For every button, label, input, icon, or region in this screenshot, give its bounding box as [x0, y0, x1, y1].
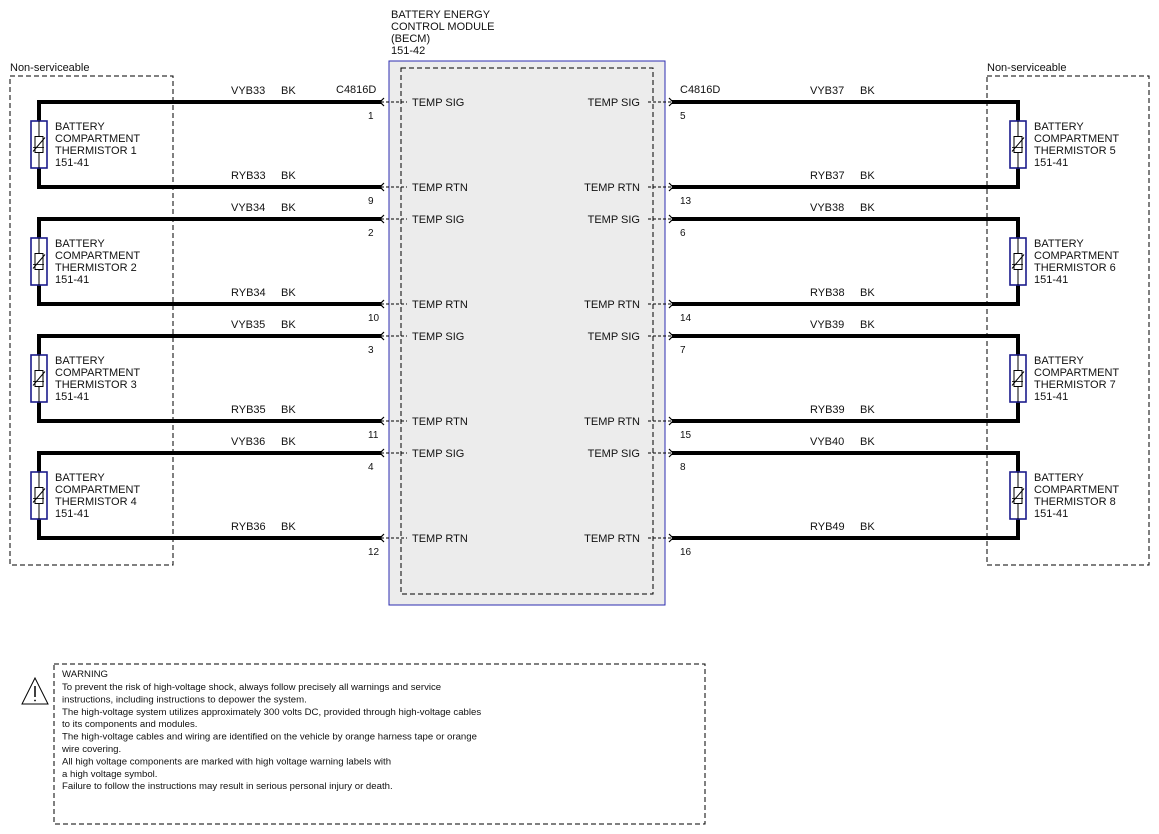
- non-serviceable-label-right: Non-serviceable: [987, 62, 1067, 74]
- warning-text: [61, 682, 481, 792]
- thermistor-label: THERMISTOR 8: [1034, 496, 1116, 508]
- wire-id-sig: VYB38: [810, 202, 845, 214]
- wire-color-rtn: BK: [281, 521, 296, 533]
- pin-number-rtn: 15: [680, 430, 692, 441]
- warning-line: To prevent the risk of high-voltage shock, always follow precisely all warnings and service: [62, 682, 442, 693]
- thermistor-icon: [1010, 472, 1026, 519]
- non-serviceable-label-left: Non-serviceable: [10, 62, 90, 74]
- wire-id-sig: VYB37: [810, 85, 845, 97]
- pin-number-rtn: 13: [680, 196, 692, 207]
- wire-id-rtn: RYB49: [810, 521, 845, 533]
- thermistor-ref: 151-41: [1034, 508, 1069, 520]
- wire-id-rtn: RYB38: [810, 287, 845, 299]
- warning-line: a high voltage symbol.: [62, 768, 158, 780]
- warning-line: The high-voltage cables and wiring are identified on the vehicle by orange harness tape or orange: [62, 731, 477, 743]
- module-pin-label-rtn: TEMP RTN: [412, 182, 468, 194]
- pin-number-sig: 2: [368, 228, 374, 239]
- pin-number-rtn: 12: [368, 547, 380, 558]
- thermistor-label: THERMISTOR 7: [1034, 379, 1116, 391]
- wire-id-sig: VYB33: [231, 85, 266, 97]
- warning-line: wire covering.: [62, 744, 122, 755]
- wire-id-sig: VYB40: [810, 436, 845, 448]
- wire-color-rtn: BK: [281, 287, 296, 299]
- module-pin-label-sig: TEMP SIG: [412, 448, 465, 460]
- wire-color-sig: BK: [281, 202, 296, 214]
- becm-title-line: BATTERY ENERGY: [391, 9, 491, 21]
- thermistor-icon: [31, 238, 47, 285]
- thermistor-label: THERMISTOR 6: [1034, 262, 1116, 274]
- thermistor-icon: [1010, 121, 1026, 168]
- pin-number-sig: 8: [680, 462, 686, 473]
- module-pin-label-rtn: TEMP RTN: [584, 416, 640, 428]
- wire-harness: [672, 219, 1018, 304]
- warning-line: Failure to follow the instructions may result in serious personal injury or death.: [62, 781, 393, 793]
- wire-color-sig: BK: [860, 319, 875, 331]
- thermistor-label: THERMISTOR 4: [55, 496, 137, 508]
- warning-line: to its components and modules.: [62, 719, 198, 731]
- thermistor-icon: [31, 355, 47, 402]
- thermistor-icon: [1010, 355, 1026, 402]
- connector-label-left: C4816D: [336, 84, 377, 96]
- thermistor-icon: [31, 121, 47, 168]
- becm-title-line: CONTROL MODULE: [391, 21, 495, 33]
- module-pin-label-rtn: TEMP RTN: [412, 299, 468, 311]
- thermistor-ref: 151-41: [55, 274, 90, 286]
- wire-id-rtn: RYB37: [810, 170, 845, 182]
- becm-title-line: 151-42: [391, 45, 426, 57]
- thermistor-name: BATTERY: [55, 121, 105, 133]
- module-pin-label-rtn: TEMP RTN: [412, 416, 468, 428]
- thermistor-name: COMPARTMENT: [1034, 250, 1120, 262]
- thermistor-name: BATTERY: [55, 472, 105, 484]
- wire-id-sig: VYB35: [231, 319, 266, 331]
- connector-label-right: C4816D: [680, 84, 721, 96]
- pin-number-sig: 7: [680, 345, 686, 356]
- thermistor-label: THERMISTOR 1: [55, 145, 137, 157]
- thermistor-ref: 151-41: [55, 157, 90, 169]
- wire-color-sig: BK: [281, 319, 296, 331]
- thermistor-ref: 151-41: [1034, 391, 1069, 403]
- module-pin-label-sig: TEMP SIG: [412, 214, 465, 226]
- wire-color-sig: BK: [281, 85, 296, 97]
- module-pin-label-sig: TEMP SIG: [587, 214, 640, 226]
- warning-line: The high-voltage system utilizes approximately 300 volts DC, provided through high-voltage cables: [62, 706, 482, 718]
- wire-color-rtn: BK: [860, 404, 875, 416]
- thermistor-name: BATTERY: [1034, 121, 1084, 133]
- wire-id-rtn: RYB35: [231, 404, 266, 416]
- thermistor-name: COMPARTMENT: [1034, 133, 1120, 145]
- wire-harness: [672, 453, 1018, 538]
- pin-number-rtn: 9: [368, 196, 374, 207]
- module-pin-label-sig: TEMP SIG: [587, 97, 640, 109]
- module-pin-label-rtn: TEMP RTN: [584, 299, 640, 311]
- thermistor-label: THERMISTOR 2: [55, 262, 137, 274]
- wire-color-rtn: BK: [281, 404, 296, 416]
- wire-id-rtn: RYB33: [231, 170, 266, 182]
- thermistor-name: COMPARTMENT: [1034, 367, 1120, 379]
- thermistor-ref: 151-41: [1034, 157, 1069, 169]
- wire-id-rtn: RYB34: [231, 287, 266, 299]
- module-pin-label-sig: TEMP SIG: [587, 448, 640, 460]
- wire-color-rtn: BK: [281, 170, 296, 182]
- module-pin-label-sig: TEMP SIG: [412, 331, 465, 343]
- warning-line: instructions, including instructions to depower the system.: [62, 694, 307, 706]
- wire-id-rtn: RYB39: [810, 404, 845, 416]
- thermistor-name: BATTERY: [1034, 238, 1084, 250]
- pin-number-sig: 3: [368, 345, 374, 356]
- thermistor-ref: 151-41: [55, 391, 90, 403]
- thermistor-name: BATTERY: [1034, 355, 1084, 367]
- becm-title: [391, 9, 495, 57]
- module-pin-label-rtn: TEMP RTN: [584, 182, 640, 194]
- thermistor-name: COMPARTMENT: [1034, 484, 1120, 496]
- module-pin-label-sig: TEMP SIG: [587, 331, 640, 343]
- thermistor-name: COMPARTMENT: [55, 133, 141, 145]
- wire-color-rtn: BK: [860, 521, 875, 533]
- wire-harness: [672, 102, 1018, 187]
- wire-color-sig: BK: [860, 85, 875, 97]
- wire-color-sig: BK: [860, 202, 875, 214]
- wire-id-rtn: RYB36: [231, 521, 266, 533]
- pin-number-sig: 5: [680, 111, 686, 122]
- warning-line: All high voltage components are marked with high voltage warning labels with: [62, 756, 392, 768]
- thermistor-icon: [31, 472, 47, 519]
- thermistor-name: BATTERY: [55, 355, 105, 367]
- thermistor-ref: 151-41: [55, 508, 90, 520]
- wire-color-rtn: BK: [860, 287, 875, 299]
- thermistor-ref: 151-41: [1034, 274, 1069, 286]
- wire-color-rtn: BK: [860, 170, 875, 182]
- wire-color-sig: BK: [860, 436, 875, 448]
- module-pin-label-sig: TEMP SIG: [412, 97, 465, 109]
- pin-number-sig: 6: [680, 228, 686, 239]
- module-pin-label-rtn: TEMP RTN: [584, 533, 640, 545]
- thermistor-label: THERMISTOR 3: [55, 379, 137, 391]
- pin-number-rtn: 11: [368, 430, 379, 441]
- thermistor-name: COMPARTMENT: [55, 250, 141, 262]
- warning-icon: [22, 678, 48, 704]
- wire-id-sig: VYB36: [231, 436, 266, 448]
- wire-harness: [672, 336, 1018, 421]
- pin-number-rtn: 10: [368, 313, 380, 324]
- thermistor-name: COMPARTMENT: [55, 367, 141, 379]
- thermistor-label: THERMISTOR 5: [1034, 145, 1116, 157]
- thermistor-name: BATTERY: [1034, 472, 1084, 484]
- becm-title-line: (BECM): [391, 33, 431, 45]
- wire-id-sig: VYB34: [231, 202, 266, 214]
- pin-number-rtn: 16: [680, 547, 692, 558]
- warning-title: WARNING: [62, 669, 109, 680]
- pin-number-sig: 1: [368, 111, 374, 122]
- thermistor-name: BATTERY: [55, 238, 105, 250]
- thermistor-name: COMPARTMENT: [55, 484, 141, 496]
- module-pin-label-rtn: TEMP RTN: [412, 533, 468, 545]
- wire-id-sig: VYB39: [810, 319, 845, 331]
- wire-color-sig: BK: [281, 436, 296, 448]
- pin-number-rtn: 14: [680, 313, 692, 324]
- thermistor-icon: [1010, 238, 1026, 285]
- pin-number-sig: 4: [368, 462, 374, 473]
